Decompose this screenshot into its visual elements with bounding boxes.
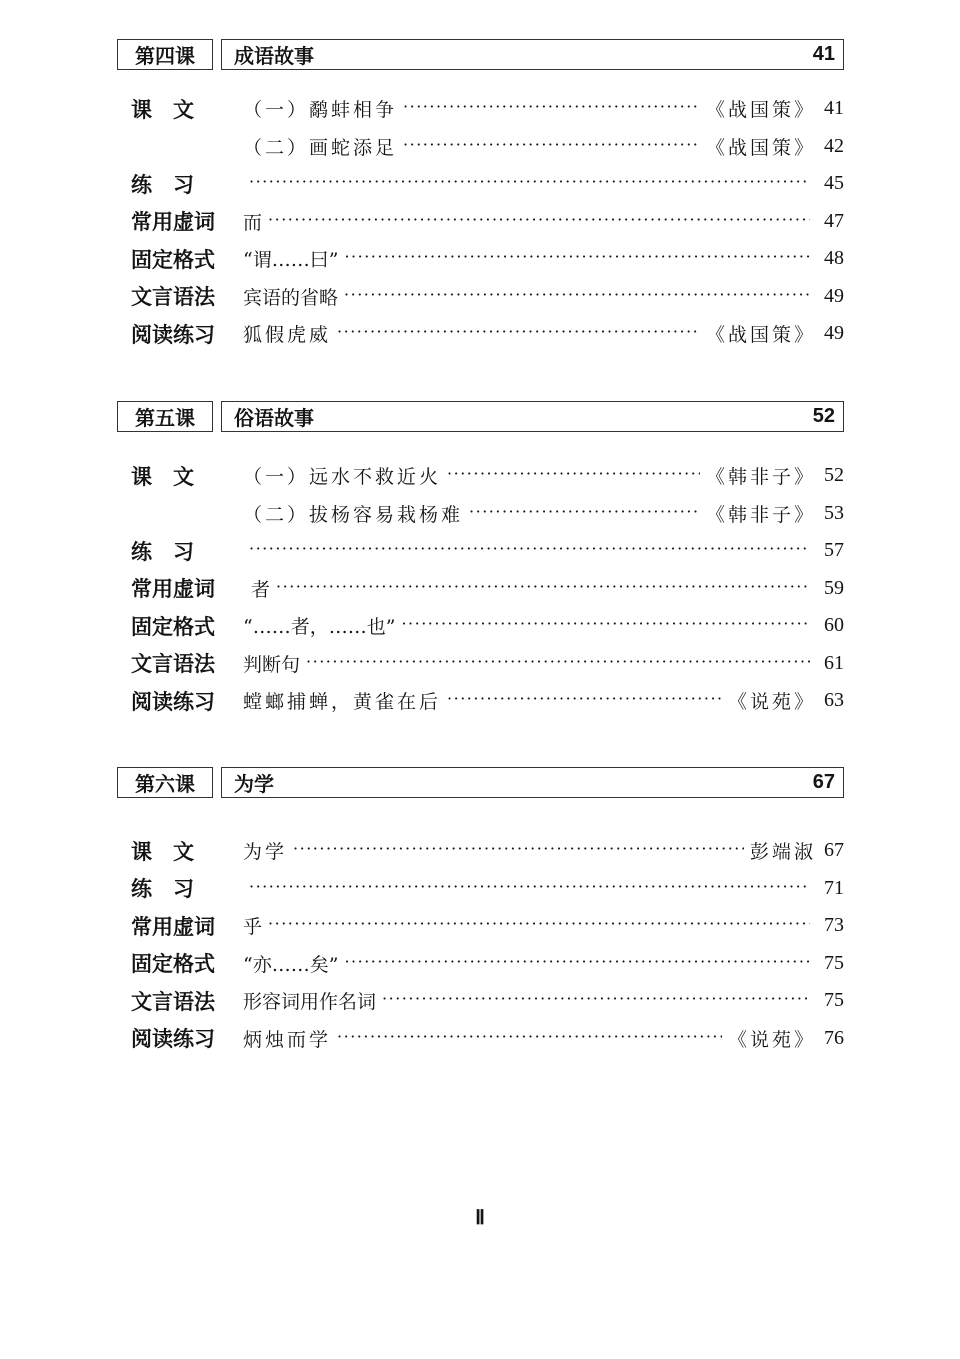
leader-dots [293,841,744,860]
row-page: 67 [824,839,844,862]
lesson-title: 俗语故事 [234,406,314,430]
row-page: 63 [824,689,844,712]
row-source: 《战国策》 [705,136,816,159]
row-category: 课 文 [131,839,194,864]
row-page: 57 [824,539,844,562]
lesson-header [117,401,844,434]
lesson-title-box[interactable] [221,767,844,798]
row-category: 练 习 [131,877,194,902]
toc-row[interactable] [117,457,844,495]
row-page: 71 [824,876,844,899]
row-page: 53 [824,501,844,524]
row-category: 阅读练习 [131,1027,215,1052]
leader-dots [403,137,700,156]
row-title: （一）远水不救近火 [243,466,442,489]
row-title: 炳烛而学 [243,1028,332,1051]
leader-dots [249,879,810,898]
leader-dots [249,541,810,560]
row-category: 练 习 [131,539,194,564]
leader-dots [268,916,810,935]
row-title: （二）拔杨容易栽杨难 [243,503,464,526]
row-title: 螳螂捕蝉，黄雀在后 [243,691,442,714]
toc-rows [117,457,844,720]
lesson-number: 第六课 [117,767,213,798]
row-page: 60 [824,614,844,637]
toc-row[interactable] [117,570,844,608]
toc-row[interactable] [117,165,844,203]
row-title: “……者，……也” [243,616,396,639]
row-title: 狐假虎威 [243,324,332,347]
row-category: 文言语法 [131,989,215,1014]
row-category: 文言语法 [131,285,215,310]
toc-row[interactable] [117,907,844,945]
row-category: 常用虚词 [131,210,215,235]
lesson-page: 52 [812,405,835,427]
leader-dots [447,691,722,710]
row-category: 课 文 [131,97,194,122]
row-title: 宾语的省略 [243,286,339,309]
row-category: 阅读练习 [131,689,215,714]
row-category: 常用虚词 [131,577,215,602]
row-title: 乎 [243,916,263,939]
row-title: 判断句 [243,653,301,676]
row-source: 《说苑》 [727,691,816,714]
toc-row[interactable] [117,945,844,983]
leader-dots [337,324,700,343]
leader-dots [382,991,810,1010]
lesson-6 [117,767,844,1057]
leader-dots [447,466,700,485]
row-page: 42 [824,134,844,157]
lesson-title: 为学 [234,772,274,796]
lesson-number: 第五课 [117,401,213,432]
leader-dots [344,954,810,973]
row-title: “亦……矣” [243,953,339,976]
row-category: 固定格式 [131,952,215,977]
toc-rows [117,832,844,1057]
lesson-page: 41 [812,43,835,65]
row-page: 75 [824,989,844,1012]
row-page: 75 [824,951,844,974]
leader-dots [276,579,810,598]
leader-dots [268,212,810,231]
lesson-header [117,767,844,800]
toc-row[interactable] [117,315,844,353]
toc-row[interactable] [117,1020,844,1058]
toc-rows [117,90,844,353]
row-category: 文言语法 [131,652,215,677]
page-number: Ⅱ [475,1207,485,1229]
toc-row[interactable] [117,607,844,645]
row-source: 《韩非子》 [705,503,816,526]
row-category: 课 文 [131,464,194,489]
toc-row[interactable] [117,645,844,683]
leader-dots [337,1029,722,1048]
row-page: 49 [824,284,844,307]
toc-row[interactable] [117,682,844,720]
row-source: 《说苑》 [727,1028,816,1051]
leader-dots [306,654,810,673]
row-page: 48 [824,247,844,270]
row-source: 《韩非子》 [705,466,816,489]
toc-row[interactable] [117,128,844,166]
lesson-title: 成语故事 [234,44,314,68]
row-page: 76 [824,1026,844,1049]
row-page: 73 [824,914,844,937]
row-category: 固定格式 [131,247,215,272]
row-category: 固定格式 [131,614,215,639]
toc-row[interactable] [117,982,844,1020]
row-title: 形容词用作名词 [243,991,377,1014]
leader-dots [403,99,700,118]
row-title: 而 [243,211,263,234]
row-title: （一）鹬蚌相争 [243,99,398,122]
row-title: （二）画蛇添足 [243,136,398,159]
row-category: 练 习 [131,172,194,197]
toc-row[interactable] [117,495,844,533]
toc-row[interactable] [117,278,844,316]
lesson-5 [117,401,844,720]
lesson-title-box[interactable] [221,401,844,432]
row-title: 为学 [243,841,288,864]
row-category: 阅读练习 [131,322,215,347]
row-title: “谓……曰” [243,249,339,272]
lesson-page: 67 [812,771,835,793]
row-page: 61 [824,651,844,674]
toc-row[interactable] [117,532,844,570]
leader-dots [344,249,810,268]
row-page: 52 [824,464,844,487]
row-page: 59 [824,576,844,599]
lesson-number: 第四课 [117,39,213,70]
row-page: 49 [824,322,844,345]
toc-row[interactable] [117,203,844,241]
row-page: 45 [824,172,844,195]
leader-dots [469,504,700,523]
toc-row[interactable] [117,832,844,870]
leader-dots [401,616,810,635]
row-page: 47 [824,209,844,232]
row-source: 彭端淑 [749,841,816,864]
toc-row[interactable] [117,90,844,128]
leader-dots [249,174,810,193]
lesson-header [117,39,844,72]
row-source: 《战国策》 [705,99,816,122]
row-title: 者 [251,578,271,601]
row-source: 《战国策》 [705,324,816,347]
row-category: 常用虚词 [131,914,215,939]
leader-dots [344,287,810,306]
toc-row[interactable] [117,240,844,278]
lesson-4 [117,39,844,353]
row-page: 41 [824,97,844,120]
lesson-title-box[interactable] [221,39,844,70]
toc-row[interactable] [117,870,844,908]
